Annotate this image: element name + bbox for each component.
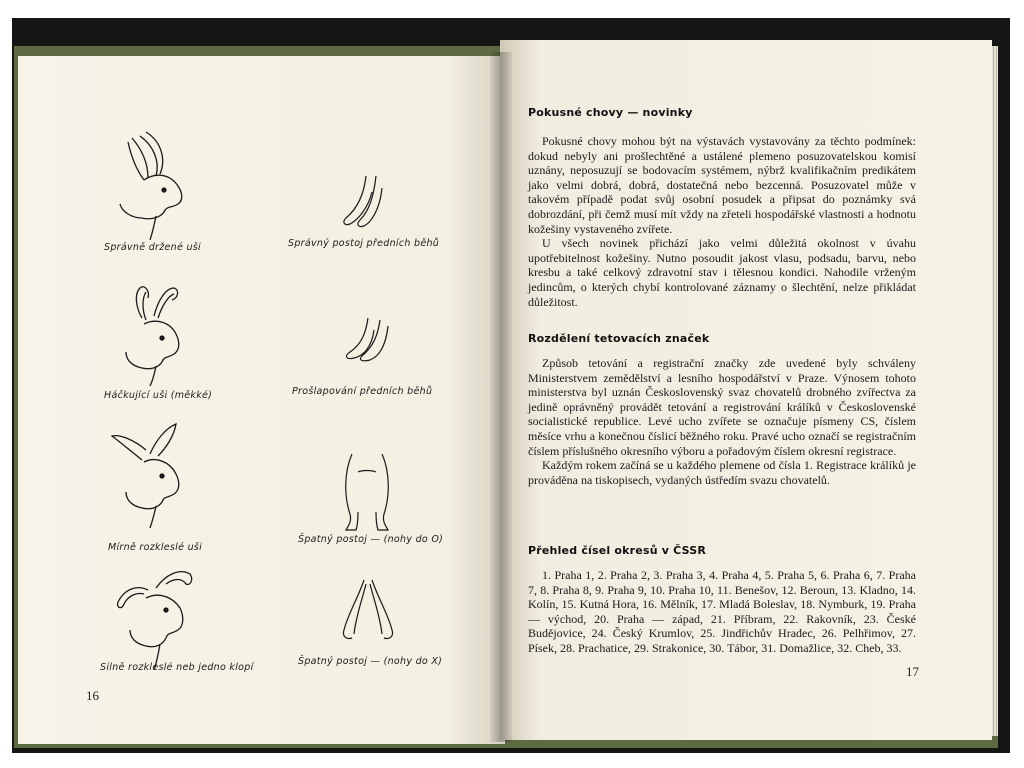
legs-x-shape-figure [336, 578, 402, 644]
section-heading-district-numbers: Přehled čísel okresů v ČSSR [528, 544, 707, 557]
caption-legs-x-shape: Špatný postoj — (nohy do X) [298, 656, 443, 667]
rabbit-head-slightly-drooping-ears-figure [106, 420, 202, 528]
section-body-experimental-breeds [528, 134, 916, 309]
front-legs-correct-stance-figure [336, 174, 396, 232]
rabbit-head-correct-ears-figure [110, 130, 200, 240]
caption-trampling-front-legs: Prošlapování předních běhů [292, 386, 433, 397]
caption-hooked-ears: Háčkující uši (měkké) [104, 390, 213, 401]
section-body-district-numbers [528, 568, 916, 656]
page-number-right: 17 [906, 664, 919, 679]
legs-o-shape-figure [336, 452, 398, 532]
caption-strongly-drooping-ears: Silně rozkleslé neb jedno klopí [100, 662, 254, 673]
left-page [18, 56, 505, 744]
paragraph: Každým rokem začíná se u každého plemene od čísla 1. Registrace králíků je prováděna na tiskopisech, vydaných ústředím svazu chovatelů. [528, 458, 916, 487]
caption-slightly-drooping-ears: Mírně rozkleslé uši [108, 542, 203, 553]
section-heading-tattoo-marks: Rozdělení tetovacích značek [528, 332, 710, 345]
rabbit-head-strongly-drooping-ears-figure [110, 560, 206, 670]
page-number-left: 16 [86, 688, 99, 703]
caption-correct-ears: Správně držené uši [104, 242, 201, 253]
front-legs-trampling-figure [338, 316, 402, 368]
caption-correct-front-legs: Správný postoj předních běhů [288, 238, 440, 249]
right-page [500, 40, 992, 740]
section-body-tattoo-marks [528, 356, 916, 487]
caption-legs-o-shape: Špatný postoj — (nohy do O) [298, 534, 444, 545]
paragraph: 1. Praha 1, 2. Praha 2, 3. Praha 3, 4. Praha 4, 5. Praha 5, 6. Praha 6, 7. Praha 7, 8. Praha 8, 9. Praha 9, 10. Praha 10, 11. Benešov, 12. Beroun, 13. Kladno, 14. Kolín, 15. Kutná Hora, 16. Mělník, 17. Mladá Boleslav, 18. Nymburk, 19. Praha — východ, 20. Praha — západ, 21. Příbram, 22. Rakovník, 23. České Budějovice, 24. Český Krumlov, 25. Jindřichův Hradec, 26. Pelhřimov, 27. Písek, 28. Prachatice, 29. Strakonice, 30. Tábor, 31. Domažlice, 32. Cheb, 33. [528, 568, 916, 655]
section-heading-experimental-breeds: Pokusné chovy — novinky [528, 106, 693, 119]
rabbit-head-hooked-ears-figure [110, 280, 200, 386]
paragraph: Způsob tetování a registrační značky zde uvedené byly schváleny Ministerstvem zemědělství a lesního hospodářství v Praze. Výnosem tohoto ministerstva byl uznán Československý svaz chovatelů drobného zvířectva za jedině oprávněný provádět tetování a registrování králíků v Československé socialistické republice. Levé ucho zvířete se označuje písmeny CS, číslem měsíce vrhu a konečnou číslicí běžného roku. Pravé ucho označí se registračním číslem příslušného okresního výboru a pořadovým číslem okresní registrace. [528, 356, 916, 458]
book-gutter-shadow [490, 52, 512, 742]
paragraph: Pokusné chovy mohou být na výstavách vystavovány za těchto podmínek: dokud nebyly ani prošlechtěné a ustálené plemeno posuzovatelskou komisí uznány, neposuzují se bodovacím systémem, nýbrž kvalifikačním predikátem jako velmi dobrá, dobrá, dostatečná nebo bezcenná. Posuzovatel může v takovém případě podat svůj osobní posudek a připsat do poznámky svá dobrozdání, při čemž musí mít vždy na zřeteli hospodářské vlastnosti a hodnotu kožešiny vystaveného zvířete. [528, 134, 916, 236]
paragraph: U všech novinek přichází jako velmi důležitá okolnost v úvahu upotřebitelnost kožešiny. Nutno posoudit jakost vlasu, podsadu, barvu, nebo kresbu a také celkový zdravotní stav i tělesnou kondici. Nahodile vrženým jedincům, o kterých chybí kontrolované záznamy o šlechtění, nelze přikládat důležitost. [528, 236, 916, 309]
